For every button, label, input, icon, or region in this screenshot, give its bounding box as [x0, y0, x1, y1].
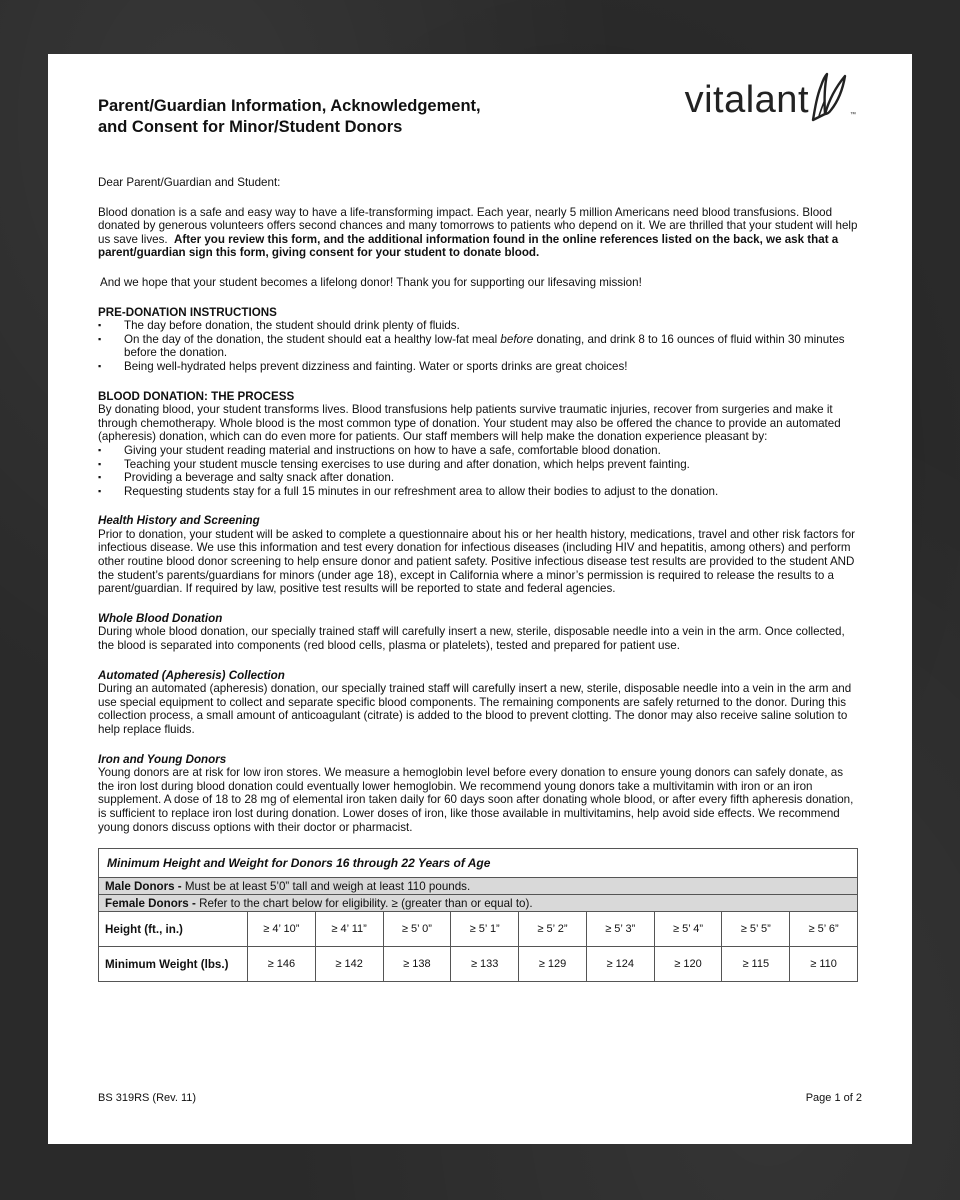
apheresis-paragraph: During an automated (apheresis) donation, our specially trained staff will carefully insert a new, sterile, disposable needle into a vein in the arm and use special equipment to collect and separate specific blood components. The remaining components are safely returned to the donor. During this collection process, a small amount of anticoagulant (citrate) is added to the blood to prevent clotting. The donor may also receive saline solution to help replace fluids.: [98, 682, 852, 736]
emphasis-before: before: [500, 332, 534, 346]
title-line-1: Parent/Guardian Information, Acknowledgement,: [98, 97, 481, 115]
height-cell: ≥ 5’ 1”: [451, 912, 519, 947]
list-item: ▪ Providing a beverage and salty snack after donation.: [98, 471, 860, 485]
list-item: [98, 333, 860, 360]
height-cell: ≥ 5’ 0”: [383, 912, 451, 947]
pre-donation-heading: PRE-DONATION INSTRUCTIONS: [98, 305, 277, 319]
iron-paragraph: Young donors are at risk for low iron stores. We measure a hemoglobin level before every donation to ensure young donors can safely donate, as the iron lost during blood donation could eventually lower hemoglobin. We recommend young donors take a multivitamin with iron or an iron supplement. A dose of 18 to 28 mg of elemental iron taken daily for 60 days soon after donating whole blood, or after every fifth apheresis donation, is sufficient to replace iron lost during donation. Lower doses of iron, like those available in multivitamins, help avoid side effects. We recommend young donors discuss options with their doctor or pharmacist.: [98, 766, 854, 834]
whole-blood-paragraph: During whole blood donation, our specially trained staff will carefully insert a new, sterile, disposable needle into a vein in the arm. Once collected, the blood is separated into components (red blood cells, plasma or platelets), tested and prepared for patient use.: [98, 625, 845, 653]
height-cell: ≥ 5’ 5”: [722, 912, 790, 947]
weight-cell: ≥ 146: [247, 947, 315, 982]
iron-heading: Iron and Young Donors: [98, 752, 227, 766]
document-page: [48, 54, 912, 1144]
weight-cell: ≥ 115: [722, 947, 790, 982]
male-label: Male Donors -: [105, 879, 182, 893]
weight-cell: ≥ 142: [315, 947, 383, 982]
table-title: Minimum Height and Weight for Donors 16 through 22 Years of Age: [99, 849, 858, 878]
table-row: [99, 878, 858, 895]
page-number: Page 1 of 2: [805, 1092, 862, 1104]
trademark-mark: ™: [850, 112, 856, 118]
health-history-heading: Health History and Screening: [98, 514, 260, 528]
lifelong-donor-note: And we hope that your student becomes a lifelong donor! Thank you for supporting our lifesaving mission!: [100, 275, 642, 289]
document-footer: [98, 1092, 862, 1104]
male-text: Must be at least 5’0” tall and weigh at least 110 pounds.: [181, 879, 471, 893]
greeting: Dear Parent/Guardian and Student:: [98, 176, 281, 189]
list-item-text: donating, and drink 8 to 16 ounces of fluid within 30 minutes before the donation.: [124, 332, 845, 360]
height-cell: ≥ 5’ 3”: [586, 912, 654, 947]
male-donors-requirement: [99, 878, 858, 895]
process-list: [98, 444, 860, 498]
intro-consent-request: After you review this form, and the additional information found in the online references listed on the back, we ask that a parent/guardian sign this form, giving consent for your student to donate blood.: [98, 232, 839, 260]
list-item: ▪ Giving your student reading material and instructions on how to have a safe, comfortable blood donation.: [98, 444, 860, 458]
intro-text: Blood donation is a safe and easy way to have a life-transforming impact. Each year, nearly 5 million Americans need blood transfusions. Blood donated by generous volunteers offers second chances and many tomorrows to patients who depend on it. We are thrilled that your student will help us save lives.: [98, 205, 858, 246]
document-title: [98, 96, 481, 138]
list-item: ▪ Requesting students stay for a full 15 minutes in our refreshment area to allow their bodies to adjust to the donation.: [98, 485, 860, 499]
weight-cell: ≥ 129: [519, 947, 587, 982]
list-item: ▪ Being well-hydrated helps prevent dizziness and fainting. Water or sports drinks are great choices!: [98, 360, 860, 374]
height-cell: ≥ 5’ 6”: [790, 912, 858, 947]
intro-paragraph: [98, 206, 860, 260]
height-cell: ≥ 5’ 4”: [654, 912, 722, 947]
table-row: [99, 895, 858, 912]
whole-blood-heading: Whole Blood Donation: [98, 611, 223, 625]
height-cell: ≥ 4’ 10”: [247, 912, 315, 947]
list-item: ▪ Teaching your student muscle tensing exercises to use during and after donation, which helps prevent fainting.: [98, 458, 860, 472]
height-cell: ≥ 4’ 11”: [315, 912, 383, 947]
height-weight-table: [98, 848, 858, 982]
list-item-text: On the day of the donation, the student should eat a healthy low-fat meal: [124, 332, 498, 346]
title-line-2: and Consent for Minor/Student Donors: [98, 118, 403, 136]
weight-cell: ≥ 120: [654, 947, 722, 982]
list-item: ▪ The day before donation, the student should drink plenty of fluids.: [98, 319, 860, 333]
process-heading: BLOOD DONATION: THE PROCESS: [98, 389, 295, 403]
apheresis-heading: Automated (Apheresis) Collection: [98, 668, 285, 682]
logo-wordmark: vitalant: [684, 79, 809, 121]
butterfly-icon: [809, 70, 849, 122]
female-donors-requirement: [99, 895, 858, 912]
weight-cell: ≥ 110: [790, 947, 858, 982]
pre-donation-list: [98, 319, 860, 373]
document-body: [98, 176, 860, 834]
weight-cell: ≥ 124: [586, 947, 654, 982]
height-label: Height (ft., in.): [99, 912, 248, 947]
health-history-paragraph: Prior to donation, your student will be asked to complete a questionnaire about his or her health history, medications, travel and other risk factors for infectious disease. We use this information and test every donation for infectious diseases (including HIV and hepatitis, among others) and perform other routine blood donor screening to help ensure donor and patient safety. Positive infectious disease test results are provided to the student AND the student’s parents/guardians for minors (under age 18), except in California where a minor’s permission is required to release the results to a parent/guardian. If required by law, positive test results will be reported to state and federal agencies.: [98, 527, 856, 596]
weight-label: Minimum Weight (lbs.): [99, 947, 248, 982]
female-text: Refer to the chart below for eligibility. ≥ (greater than or equal to).: [195, 896, 533, 910]
table-title-row: [99, 849, 858, 878]
weight-cell: ≥ 138: [383, 947, 451, 982]
vitalant-logo: [685, 70, 856, 122]
document-header: [98, 79, 860, 138]
height-cell: ≥ 5’ 2”: [519, 912, 587, 947]
form-code: BS 319RS (Rev. 11): [98, 1092, 197, 1104]
weight-row: [99, 947, 858, 982]
process-paragraph: By donating blood, your student transforms lives. Blood transfusions help patients survive traumatic injuries, recover from surgeries and make it through chemotherapy. Whole blood is the most common type of donation. Your student may also be offered the chance to provide an automated (apheresis) donation, which can do even more for patients. Our staff members will help make the donation experience pleasant by:: [98, 403, 841, 444]
weight-cell: ≥ 133: [451, 947, 519, 982]
female-label: Female Donors -: [105, 896, 196, 910]
height-row: [99, 912, 858, 947]
